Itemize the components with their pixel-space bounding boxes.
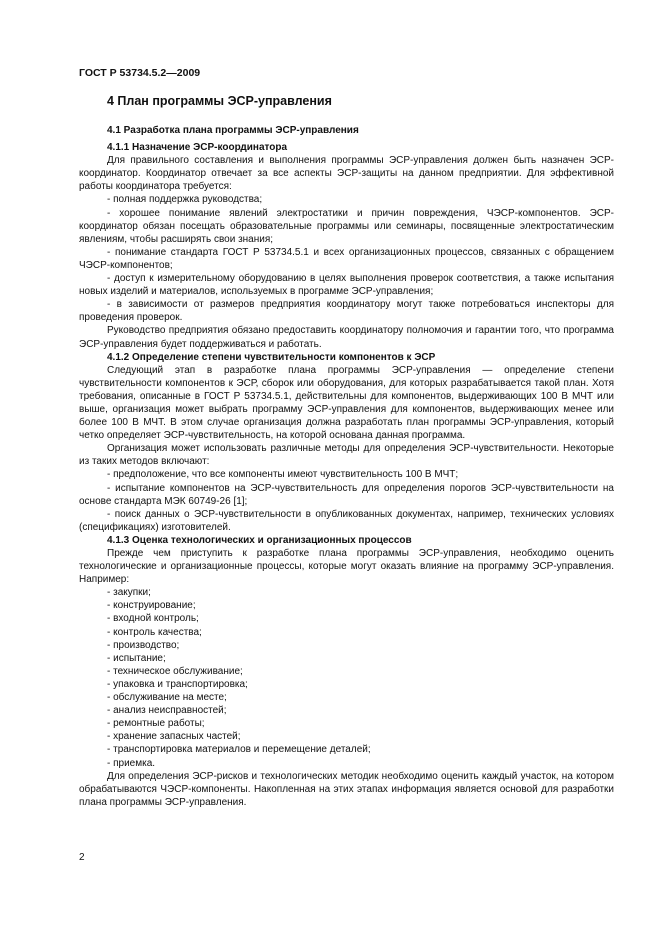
paragraph: Для правильного составления и выполнения программы ЭСР-управления должен быть назначен ЭСР-координатор. Координатор отвечает за все аспекты ЭСР-защиты на данном предприятии. Для эффективной работы координатора требуется:: [79, 155, 614, 193]
subsection-4-1-3-title: 4.1.3 Оценка технологических и организационных процессов: [107, 534, 412, 546]
document-body: [79, 124, 614, 809]
list-item: - в зависимости от размеров предприятия координатору могут также потребоваться инспекторы для проведения проверок.: [79, 299, 614, 324]
list-item: - закупки;: [107, 587, 151, 599]
list-item: - поиск данных о ЭСР-чувствительности в опубликованных документах, например, технических условиях (спецификациях) изготовителей.: [79, 508, 614, 533]
list-item: - испытание компонентов на ЭСР-чувствительность для определения порогов ЭСР-чувствительности на основе стандарта МЭК 60749-26 [1];: [79, 482, 614, 507]
list-item: - конструирование;: [107, 600, 196, 612]
list-item: - анализ неисправностей;: [107, 705, 227, 717]
list-item: - транспортировка материалов и перемещение деталей;: [107, 744, 371, 756]
list-item: - предположение, что все компоненты имеют чувствительность 100 В МЧТ;: [107, 469, 459, 481]
paragraph: Следующий этап в разработке плана программы ЭСР-управления — определение степени чувствительности компонентов к ЭСР, сборок или оборудования, для которых разрабатывается такой план. Хотя требования, описанные в ГОСТ Р 53734.5.1, действительны для компонентов, выдерживающих 100 В МЧТ или выше, организация может выбрать программу ЭСР-управления для компонентов, выдерживающих менее или более 100 В МЧТ. В этом случае организация должна разработать план программы ЭСР-управления, который четко определяет ЭСР-чувствительность, на которой основана данная программа.: [79, 364, 614, 442]
list-item: - ремонтные работы;: [107, 718, 205, 730]
document-header: ГОСТ Р 53734.5.2—2009: [79, 67, 201, 79]
paragraph: Прежде чем приступить к разработке плана программы ЭСР-управления, необходимо оценить технологические и организационные процессы, которые могут оказать влияние на программу ЭСР-управления. Например:: [79, 548, 614, 586]
page-number: 2: [79, 852, 85, 863]
list-item: - хорошее понимание явлений электростатики и причин повреждения, ЧЭСР-компонентов. ЭСР-координатор обязан посещать образовательные программы или семинары, посвященные электростатическим явлениям, чтобы расширять свои знания;: [79, 207, 614, 245]
subsection-4-1-2-title: 4.1.2 Определение степени чувствительности компонентов к ЭСР: [107, 351, 436, 363]
paragraph: Для определения ЭСР-рисков и технологических методик необходимо оценить каждый участок, на котором обрабатываются ЧЭСР-компоненты. Накопленная на этих этапах информация является основой для разработки плана программы ЭСР-управления.: [79, 770, 614, 808]
list-item: - упаковка и транспортировка;: [107, 678, 248, 690]
list-item: - входной контроль;: [107, 613, 199, 625]
subsection-4-1-1-title: 4.1.1 Назначение ЭСР-координатора: [107, 142, 288, 154]
list-item: - техническое обслуживание;: [107, 665, 243, 677]
list-item: - доступ к измерительному оборудованию в целях выполнения проверок соответствия, а также испытания новых изделий и материалов, используемых в программе ЭСР-управления;: [79, 273, 614, 298]
list-item: - хранение запасных частей;: [107, 731, 241, 743]
section-title: 4 План программы ЭСР-управления: [107, 94, 332, 108]
list-item: - приемка.: [107, 757, 156, 769]
paragraph: Руководство предприятия обязано предоставить координатору полномочия и гарантии того, что программа ЭСР-управления будет поддерживаться и работать.: [79, 325, 614, 350]
list-item: - испытание;: [107, 652, 166, 664]
list-item: - производство;: [107, 639, 180, 651]
paragraph: Организация может использовать различные методы для определения ЭСР-чувствительности. Некоторые из таких методов включают:: [79, 443, 614, 468]
list-item: - понимание стандарта ГОСТ Р 53734.5.1 и всех организационных процессов, связанных с обращением ЧЭСР-компонентов;: [79, 246, 614, 271]
list-item: - обслуживание на месте;: [107, 692, 227, 704]
list-item: - контроль качества;: [107, 626, 202, 638]
subsection-4-1-title: 4.1 Разработка плана программы ЭСР-управления: [107, 125, 359, 136]
list-item: - полная поддержка руководства;: [107, 194, 263, 206]
